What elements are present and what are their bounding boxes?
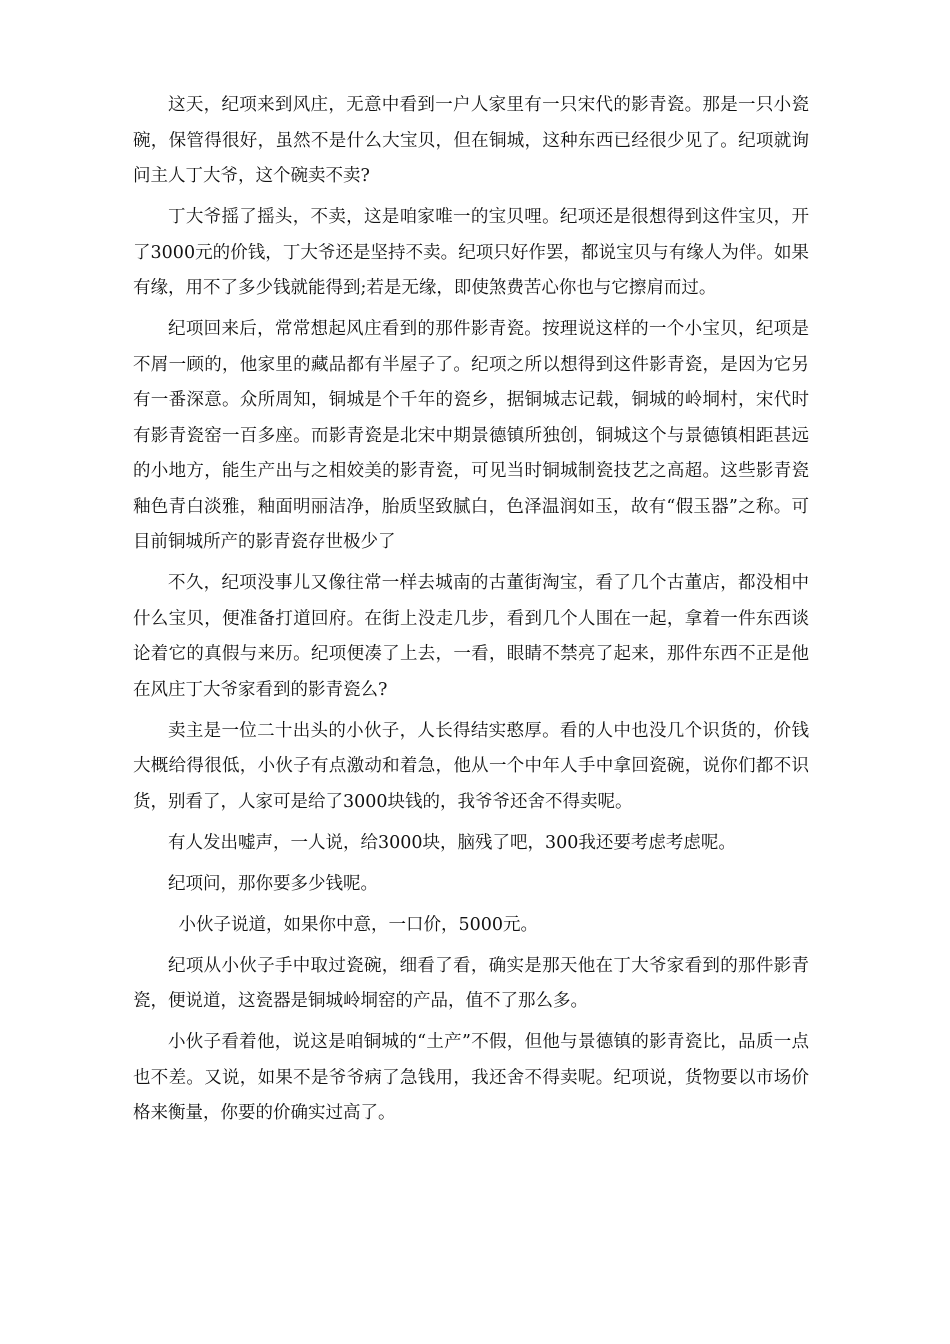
paragraph-7: 纪项问，那你要多少钱呢。 [168,873,378,894]
paragraph-3: 纪项回来后，常常想起风庄看到的那件影青瓷。按理说这样的一个小宝贝，纪项是不屑一顾的，他家里的藏品都有半屋子了。纪项之所以想得到这件影青瓷，是因为它另有一番深意。众所周知，铜城是个千年的瓷乡，据铜城志记载，铜城的岭垌村，宋代时有影青瓷窑一百多座。而影青瓷是北宋中期景德镇所独创，铜城这个与景德镇相距甚远的小地方，能生产出与之相姣美的影青瓷，可见当时铜城制瓷技艺之高超。这些影青瓷釉色青白淡雅，釉面明丽洁净，胎质坚致腻白，色泽温润如玉，故有“假玉器”之称。可目前铜城所产的影青瓷存世极少了 [133,319,809,552]
paragraph-9: 纪项从小伙子手中取过瓷碗，细看了看，确实是那天他在丁大爷家看到的那件影青瓷，便说道，这瓷器是铜城岭垌窑的产品，值不了那么多。 [133,955,809,1011]
paragraph-8: 小伙子说道，如果你中意，一口价，5000元。 [178,914,539,935]
paragraph-6: 有人发出嘘声，一人说，给3000块，脑残了吧，300我还要考虑考虑呢。 [168,832,736,853]
paragraph-1: 这天，纪项来到风庄，无意中看到一户人家里有一只宋代的影青瓷。那是一只小瓷碗，保管得很好，虽然不是什么大宝贝，但在铜城，这种东西已经很少见了。纪项就询问主人丁大爷，这个碗卖不卖? [133,95,809,186]
paragraph-5: 卖主是一位二十出头的小伙子，人长得结实憨厚。看的人中也没几个识货的，价钱大概给得很低，小伙子有点激动和着急，他从一个中年人手中拿回瓷碗，说你们都不识货，别看了，人家可是给了3000块钱的，我爷爷还舍不得卖呢。 [133,720,809,812]
paragraph-10: 小伙子看着他，说这是咱铜城的“土产”不假，但他与景德镇的影青瓷比，品质一点也不差。又说，如果不是爷爷病了急钱用，我还舍不得卖呢。纪项说，货物要以市场价格来衡量，你要的价确实过高了。 [133,1032,809,1123]
paragraph-2: 丁大爷摇了摇头，不卖，这是咱家唯一的宝贝哩。纪项还是很想得到这件宝贝，开了3000元的价钱，丁大爷还是坚持不卖。纪项只好作罢，都说宝贝与有缘人为伴。如果有缘，用不了多少钱就能得到;若是无缘，即使煞费苦心你也与它擦肩而过。 [133,207,809,298]
document-body [133,88,809,1137]
paragraph-4: 不久，纪项没事儿又像往常一样去城南的古董街淘宝，看了几个古董店，都没相中什么宝贝，便准备打道回府。在街上没走几步，看到几个人围在一起，拿着一件东西谈论着它的真假与来历。纪项便凑了上去，一看，眼睛不禁亮了起来，那件东西不正是他在风庄丁大爷家看到的影青瓷么? [133,573,809,700]
